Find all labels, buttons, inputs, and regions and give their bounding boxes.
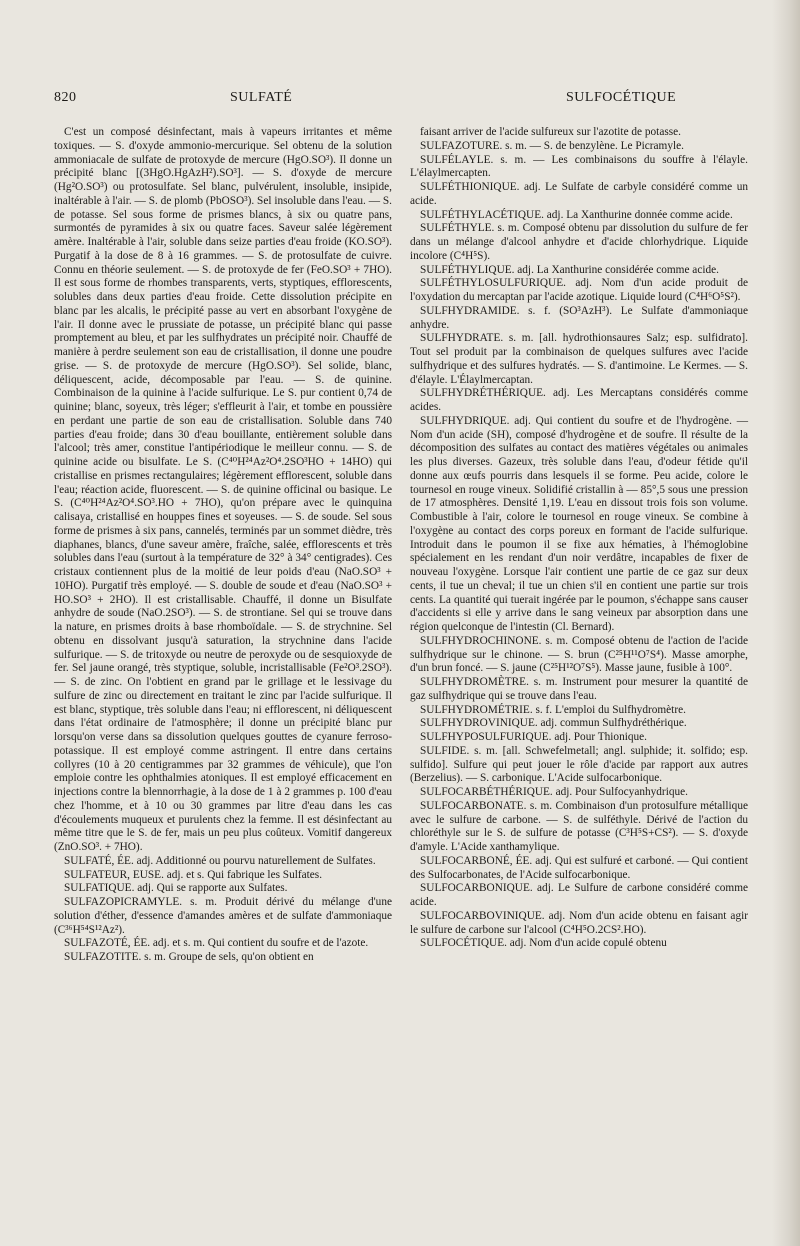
entry-sulfhydrovinique: SULFHYDROVINIQUE. adj. commun Sulfhydréthérique. — [420, 717, 687, 730]
entry-sulfocarbovinique: SULFOCARBOVINIQUE. adj. Nom d'un acide obtenu en faisant agir le sulfure de carbone sur l'alcool (C⁴H⁵O.2CS².HO). — [410, 909, 748, 936]
running-header — [54, 90, 752, 110]
entry-continuation-right: faisant arriver de l'acide sulfureux sur l'azotite de potasse. — [420, 126, 681, 138]
page-number: 820 — [54, 90, 77, 105]
entry-sulfhydrate: SULFHYDRATE. s. m. [all. hydrothionsaures Salz; esp. sulfidrato]. Tout sel produit par la combinaison de quelques sulfures avec l'acide sulfhydrique et des sulfures hydratés. — S. d'antimoine. Le Kermes. — S. d'élayle. L'Élaylmercaptan. — [410, 332, 748, 386]
entry-sulfethylacetique: SULFÉTHYLACÉTIQUE. adj. La Xanthurine donnée comme acide. — [420, 208, 733, 221]
entry-sulfhydrometre: SULFHYDROMÈTRE. s. m. Instrument pour mesurer la quantité de gaz sulfhydrique qui se trouve dans l'eau. — [410, 676, 748, 702]
entry-sulfazotite: SULFAZOTITE. s. m. Groupe de sels, qu'on obtient en — [64, 951, 314, 963]
entry-sulfhydramide: SULFHYDRAMIDE. s. f. (SO³AzH³). Le Sulfate d'ammoniaque anhydre. — [410, 304, 748, 331]
entry-sulfhydrometrie: SULFHYDROMÉTRIE. s. f. L'emploi du Sulfhydromètre. — [420, 703, 686, 716]
entry-sulfocarbone: SULFOCARBONÉ, ÉE. adj. Qui est sulfuré et carboné. — Qui contient des Sulfocarbonates, de l'Acide sulfocarbonique. — [410, 854, 748, 881]
entry-sulfocarbonique: SULFOCARBONIQUE. adj. Le Sulfure de carbone considéré comme acide. — [410, 882, 748, 908]
entry-sulfateur: SULFATEUR, EUSE. adj. et s. Qui fabrique les Sulfates. — [64, 868, 323, 881]
entry-sulfocarbonate: SULFOCARBONATE. s. m. Combinaison d'un protosulfure métallique avec le sulfure de carbone. — S. de sulféthyle. Dérivé de l'action du chloréthyle sur le S. de sulfure de potasse (C³H⁵S+CS²). — S. d'oxyde d'amyle. L'Acide xanthamylique. — [410, 799, 748, 853]
left-column — [54, 126, 392, 965]
entry-sulfocarbetherique: SULFOCARBÉTHÉRIQUE. adj. Pour Sulfocyanhydrique. — [420, 786, 688, 798]
entry-sulfhydrique: SULFHYDRIQUE. adj. Qui contient du soufre et de l'hydrogène. — Nom d'un acide (SH), composé d'hydrogène et de soufre. Il résulte de la décomposition des sulfates au contact des matières végétales ou animales les plus diverses. Gazeux, très soluble dans l'eau, d'odeur fétide qu'il donne aux œufs pourris dans lesquels il se forme. Peu acide, colore le tournesol en rouge vineux. Solidifié cristallin à — 85°,5 sous une pression de 17 atmosphères. Densité 1,19. L'eau en dissout trois fois son volume. Combustible à l'air, colore le tournesol en rouge vineux. Se combine à l'oxygène au contact des corps poreux en formant de l'acide sulfurique. Introduit dans le poumon il se fixe aux hématies, à l'hémoglobine spécialement en les rendant d'un noir verdâtre, incapables de fixer de nouveau l'oxygène. Lorsque l'air contient une partie de ce gaz sur deux cents, il tue un cheval; il tue un chien s'il en contient une partie sur trois cents. La quantité qui tuerait ingérée par le poumon, s'échappe sans causer d'accidents si elle y arrive dans le sang veineux par absorption dans une région quelconque de l'intestin (Cl. Bernard). — [410, 414, 748, 633]
entry-sulfazote: SULFAZOTÉ, ÉE. adj. et s. m. Qui contient du soufre et de l'azote. — [64, 937, 369, 950]
header-right-title: SULFOCÉTIQUE — [566, 90, 677, 105]
entry-continuation: C'est un composé désinfectant, mais à vapeurs irritantes et même toxiques. — S. d'oxyde ammonio-mercurique. Sel obtenu de la solution ammoniacale de sulfate de protoxyde de mercure (HgO.SO³). Il donne un précipité blanc [(3HgO.HgAzH²).SO³]. — S. d'oxyde de mercure (Hg²O.SO³) ou protosulfate. Sel blanc, pulvérulent, insoluble, insipide, inaltérable à l'air. — S. de plomb (PbOSO³). Sel insoluble dans l'eau. — S. de potasse. Sel sous forme de prismes blancs, à six ou quatre pans, surmontés de pyramides à six ou quatre faces. Saveur salée légèrement amère. Inaltérable à l'air, soluble dans seize parties d'eau froide (KO.SO³). Purgatif à la dose de 8 à 16 grammes. — S. de protosulfate de cuivre. Connu en théorie seulement. — S. de protoxyde de fer (FeO.SO³ + 7HO). Il est sous forme de rhombes transparents, verts, styptiques, efflorescents, solubles dans deux parties d'eau froide. Cette dissolution précipite en blanc par les alcalis, le précipité passe au vert en absorbant l'oxygène de l'air. Il donne avec le prussiate de potasse, un précipité blanc qui passe promptement au bleu, et par les sulfhydrates un précipité noir. Chauffé de manière à perdre seulement son eau de cristallisation, il donne une poudre grise. — S. de protoxyde de mercure (HgO.SO³). Sel solide, blanc, déliquescent, acide, décomposable par l'eau. — S. de quinine. Combinaison de la quinine à l'acide sulfurique. Le S. pur contient 0,74 de quinine; blanc, soyeux, très léger; s'effleurit à l'air, et tombe en poussière en perdant une partie de son eau de cristallisation. Soluble dans 740 parties d'eau froide; dans 30 d'eau bouillante, entièrement soluble dans l'alcool; très amer, constitue l'antipériodique le meilleur connu. — S. de quinine acide ou bisulfate. Le S. (C⁴⁰H²⁴Az²O⁴.2SO³HO + 14HO) qui cristallise en prismes rectangulaires; légèrement efflorescent, soluble dans l'eau; réaction acide, fluorescent. — S. de quinine officinal ou basique. Le S. (C⁴⁰H²⁴Az²O⁴.SO³.HO + 7HO), qu'on prépare avec le quinquina calisaya, cristallisé en houppes fines et soyeuses. — S. de soude. Sel sous forme de prismes à six pans, cannelés, terminés par un sommet dièdre, très diaphanes, blancs, d'une saveur amère, fraîche, salée, efflorescents et très solubles dans l'eau (surtout à la température de 32° à 34° centigrades). Ces cristaux contiennent plus de la moitié de leur poids d'eau (NaO.SO³ + 10HO). Purgatif très employé. — S. double de soude et d'eau (NaO.SO³ + HO.SO³ + 2HO). Il est cristallisable. Chauffé, il donne un Bisulfate anhydre de soude (NaO.2SO³). — S. de strontiane. Sel qui se trouve dans la nature, en prismes droits à base rhomboïdale. — S. de strychnine. Sel obtenu en dissolvant jusqu'à saturation, la strychnine dans l'acide sulfurique. — S. de tritoxyde ou neutre de peroxyde ou de sesquioxyde de fer. Sel jaune orangé, très styptique, soluble, incristallisable (Fe²O³.2SO³). — S. de zinc. On l'obtient en grand par le grillage et le lessivage du sulfure de zinc ou directement en traitant le zinc par l'acide sulfurique. Il est blanc, styptique, très soluble dans l'eau; ni efflorescent, ni déliquescent dans l'état ordinaire de l'atmosphère; il donne un précipité blanc pur lorsqu'on verse dans sa dissolution quelques gouttes de cyanure ferroso-potassique. Il est employé comme astringent. Il entre dans certains collyres (10 à 20 centigrammes par 32 grammes de véhicule), que l'on emploie contre les ophthalmies atoniques. Il est employé efficacement en injections contre la blennorrhagie, à la dose de 1 à 2 grammes p. 100 d'eau chez l'homme, et à 10 ou 30 grammes par litre d'eau dans les cas d'écoulements muqueux et purulents chez la femme. Il est désinfectant au même titre que le S. de fer, mais un peu plus coûteux. Vomitif dangereux (ZnO.SO³. + 7HO). — [54, 126, 392, 853]
entry-sulfatique: SULFATIQUE. adj. Qui se rapporte aux Sulfates. — [64, 882, 288, 895]
entry-sulfhyposulfurique: SULFHYPOSULFURIQUE. adj. Pour Thionique. — [420, 731, 647, 743]
page-edge-shadow — [772, 0, 800, 1246]
entry-sulfethionique: SULFÉTHIONIQUE. adj. Le Sulfate de carbyle considéré comme un acide. — [410, 181, 748, 207]
entry-sulfazoture: SULFAZOTURE. s. m. — S. de benzylène. Le Picramyle. — [420, 139, 684, 152]
entry-sulfazopicramyle: SULFAZOPICRAMYLE. s. m. Produit dérivé du mélange d'une solution d'éther, d'essence d'amandes amères et de sulfate d'ammoniaque (C³⁶H⁵⁴S¹²Az²). — [54, 896, 392, 936]
right-column — [410, 126, 748, 951]
header-left-title: SULFATÉ — [230, 90, 293, 105]
entry-sulfethyle: SULFÉTHYLE. s. m. Composé obtenu par dissolution du sulfure de fer dans un mélange d'alcool anhydre et d'acide chlorhydrique. Liquide incolore (C⁴H⁵S). — [410, 222, 748, 262]
entry-sulfethylosulfurique: SULFÉTHYLOSULFURIQUE. adj. Nom d'un acide produit de l'oxydation du mercaptan par l'acide azotique. Liquide lourd (C⁴H⁶O⁵S²). — [410, 277, 748, 303]
entry-sulfide: SULFIDE. s. m. [all. Schwefelmetall; angl. sulphide; it. solfido; esp. sulfido]. Sulfure qui peut jouer le rôle d'acide par rapport aux autres (Berzelius). — S. carbonique. L'Acide sulfocarbonique. — [410, 744, 748, 785]
entry-sulfhydretherique: SULFHYDRÉTHÉRIQUE. adj. Les Mercaptans considérés comme acides. — [410, 387, 748, 413]
entry-sulfocetique: SULFOCÉTIQUE. adj. Nom d'un acide copulé obtenu — [420, 937, 667, 950]
entry-sulfhydrochinone: SULFHYDROCHINONE. s. m. Composé obtenu de l'action de l'acide sulfhydrique sur le chinone. — S. brun (C²⁵H¹¹O⁷S⁴). Masse amorphe, d'un brun foncé. — S. jaune (C²⁵H¹²O⁷S⁵). Masse jaune, fusible à 100°. — [410, 634, 748, 675]
entry-sulfate: SULFATÉ, ÉE. adj. Additionné ou pourvu naturellement de Sulfates. — [64, 854, 376, 867]
entry-sulfelayle: SULFÉLAYLE. s. m. — Les combinaisons du souffre à l'élayle. L'élaylmercapten. — [410, 153, 748, 180]
entry-sulfethylique: SULFÉTHYLIQUE. adj. La Xanthurine considérée comme acide. — [420, 263, 719, 276]
